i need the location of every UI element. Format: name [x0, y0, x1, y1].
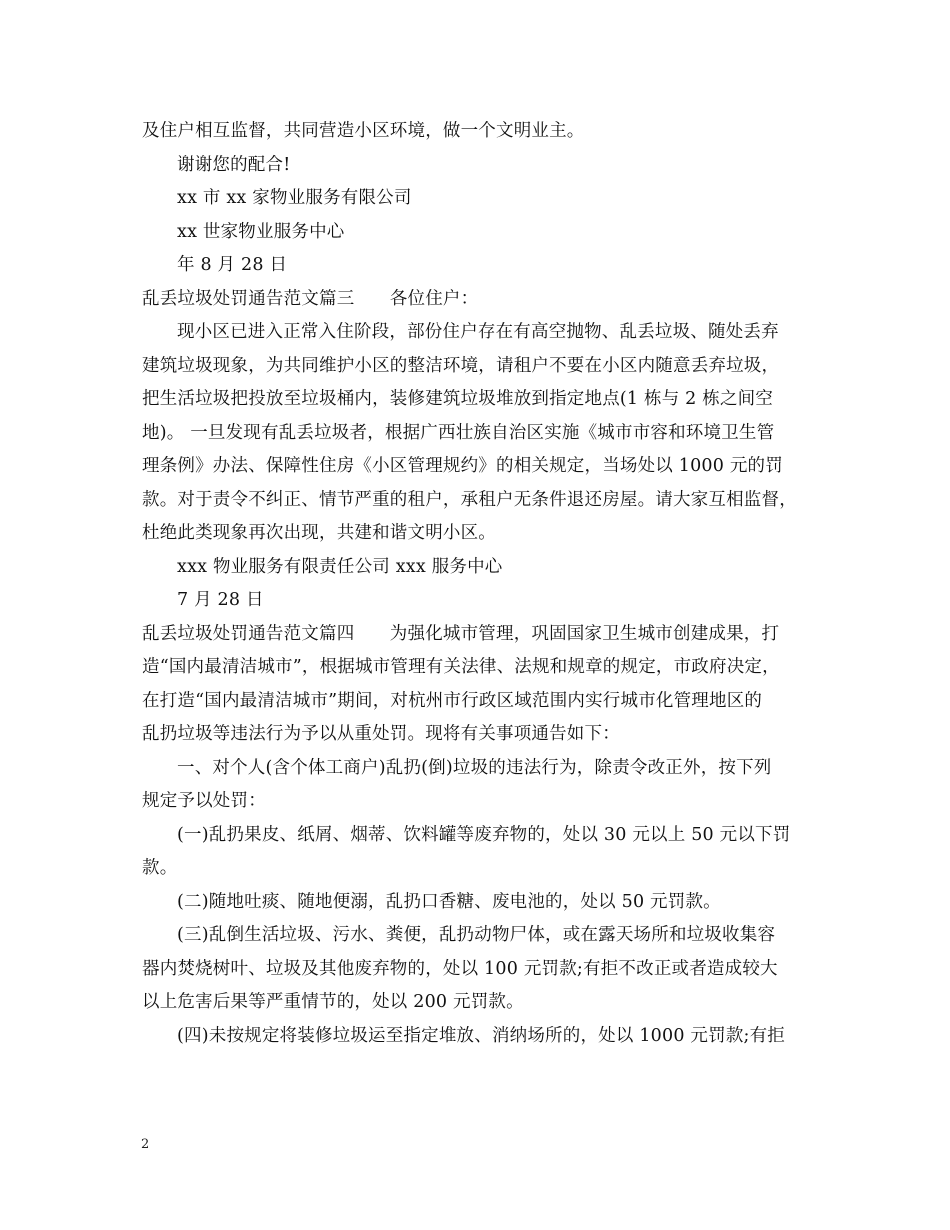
text-line: 在打造“国内最清洁城市”期间，对杭州市行政区域范围内实行城市化管理地区的	[142, 690, 763, 711]
text-line: (三)乱倒生活垃圾、污水、粪便，乱扔动物尸体，或在露天场所和垃圾收集容	[177, 925, 776, 945]
text-line: 谢谢您的配合!	[177, 154, 291, 175]
text-line: 理条例》办法、保障性住房《小区管理规约》的相关规定，当场处以 1000 元的罚	[142, 456, 783, 476]
text-line: xxx 物业服务有限责任公司 xxx 服务中心	[177, 556, 503, 577]
text-line: 乱丢垃圾处罚通告范文篇四 为强化城市管理，巩固国家卫生城市创建成果，打	[142, 623, 780, 644]
text-line: 造“国内最清洁城市”，根据城市管理有关法律、法规和规章的规定，市政府决定，	[142, 657, 780, 677]
text-line: 把生活垃圾把投放至垃圾桶内，装修建筑垃圾堆放到指定地点(1 栋与 2 栋之间空	[142, 389, 774, 409]
text-line: (一)乱扔果皮、纸屑、烟蒂、饮料罐等废弃物的，处以 30 元以上 50 元以下罚	[177, 824, 791, 845]
text-line: 现小区已进入正常入住阶段，部份住户存在有高空抛物、乱丢垃圾、随处丢弃	[177, 322, 779, 342]
text-line: 器内焚烧树叶、垃圾及其他废弃物的，处以 100 元罚款;有拒不改正或者造成较大	[142, 958, 778, 979]
text-line: 款。	[142, 858, 178, 878]
text-line: 款。对于责令不纠正、情节严重的租户，承租户无条件退还房屋。请大家互相监督，	[142, 489, 797, 510]
text-line: (二)随地吐痰、随地便溺，乱扔口香糖、废电池的，处以 50 元罚款。	[177, 891, 721, 912]
text-line: 乱丢垃圾处罚通告范文篇三 各位住户：	[142, 288, 479, 309]
text-line: 年 8 月 28 日	[177, 255, 288, 275]
text-line: 杜绝此类现象再次出现，共建和谐文明小区。	[142, 523, 496, 543]
text-line: xx 市 xx 家物业服务有限公司	[177, 188, 412, 208]
text-line: xx 世家物业服务中心	[177, 221, 345, 242]
document-body	[142, 115, 822, 1053]
text-line: 建筑垃圾现象，为共同维护小区的整洁环境，请租户不要在小区内随意丢弃垃圾，	[142, 355, 780, 376]
text-line: 乱扔垃圾等违法行为予以从重处罚。现将有关事项通告如下：	[142, 724, 620, 744]
page-number: 2	[141, 1137, 150, 1152]
text-line: 一、对个人(含个体工商户)乱扔(倒)垃圾的违法行为，除责令改正外，按下列	[177, 757, 772, 778]
text-line: 以上危害后果等严重情节的，处以 200 元罚款。	[142, 992, 524, 1012]
text-line: 7 月 28 日	[177, 590, 264, 610]
text-line: 及住户相互监督，共同营造小区环境，做一个文明业主。	[142, 121, 585, 141]
text-line: 规定予以处罚：	[142, 791, 266, 811]
text-line: (四)未按规定将装修垃圾运至指定堆放、消纳场所的，处以 1000 元罚款;有拒	[177, 1025, 786, 1046]
text-line: 地)。 一旦发现有乱丢垃圾者，根据广西壮族自治区实施《城市市容和环境卫生管	[142, 422, 775, 443]
